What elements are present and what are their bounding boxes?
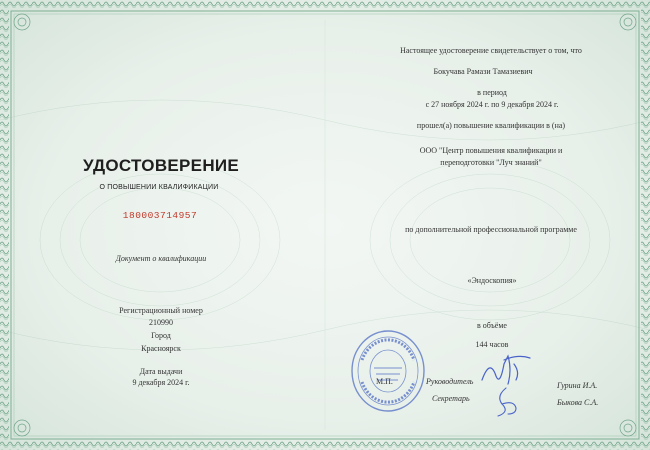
head-name: Гурина И.А. bbox=[557, 381, 598, 390]
certificate-title: УДОСТОВЕРЕНИЕ bbox=[82, 156, 240, 175]
completed-text: прошел(а) повышение квалификации в (на) bbox=[416, 121, 566, 130]
period-label: в период bbox=[477, 88, 507, 97]
seal-place-label: М.П. bbox=[376, 377, 393, 386]
issue-date-value: 9 декабря 2024 г. bbox=[132, 378, 190, 387]
volume-label: в объёме bbox=[477, 321, 507, 330]
secretary-signature bbox=[488, 384, 528, 420]
head-label: Руководитель bbox=[426, 377, 474, 386]
city-value: Красноярск bbox=[141, 344, 181, 353]
certificate-intro: Настоящее удостоверение свидетельствует о том, что bbox=[400, 46, 582, 55]
organization-line1: ООО "Центр повышения квалификации и bbox=[419, 146, 563, 155]
certificate-number: 180003714957 bbox=[122, 210, 198, 221]
secretary-label: Секретарь bbox=[432, 394, 470, 403]
document-type: Документ о квалификации bbox=[115, 254, 207, 263]
registration-number: 210990 bbox=[149, 318, 173, 327]
secretary-name: Быкова С.А. bbox=[557, 398, 599, 407]
city-label: Город bbox=[151, 331, 171, 340]
program-label: по дополнительной профессиональной программе bbox=[405, 225, 577, 234]
certificate-subtitle: О ПОВЫШЕНИИ КВАЛИФИКАЦИИ bbox=[99, 184, 219, 191]
issue-date-label: Дата выдачи bbox=[139, 367, 183, 376]
person-name: Бокучава Рамази Тамазиевич bbox=[433, 67, 533, 76]
volume-value: 144 часов bbox=[475, 340, 509, 349]
round-stamp bbox=[348, 326, 428, 416]
registration-label: Регистрационный номер bbox=[119, 306, 203, 315]
program-name: «Эндоскопия» bbox=[467, 276, 517, 285]
organization-line2: переподготовки "Луч знаний" bbox=[440, 158, 542, 167]
period-value: с 27 ноября 2024 г. по 9 декабря 2024 г. bbox=[425, 100, 559, 109]
